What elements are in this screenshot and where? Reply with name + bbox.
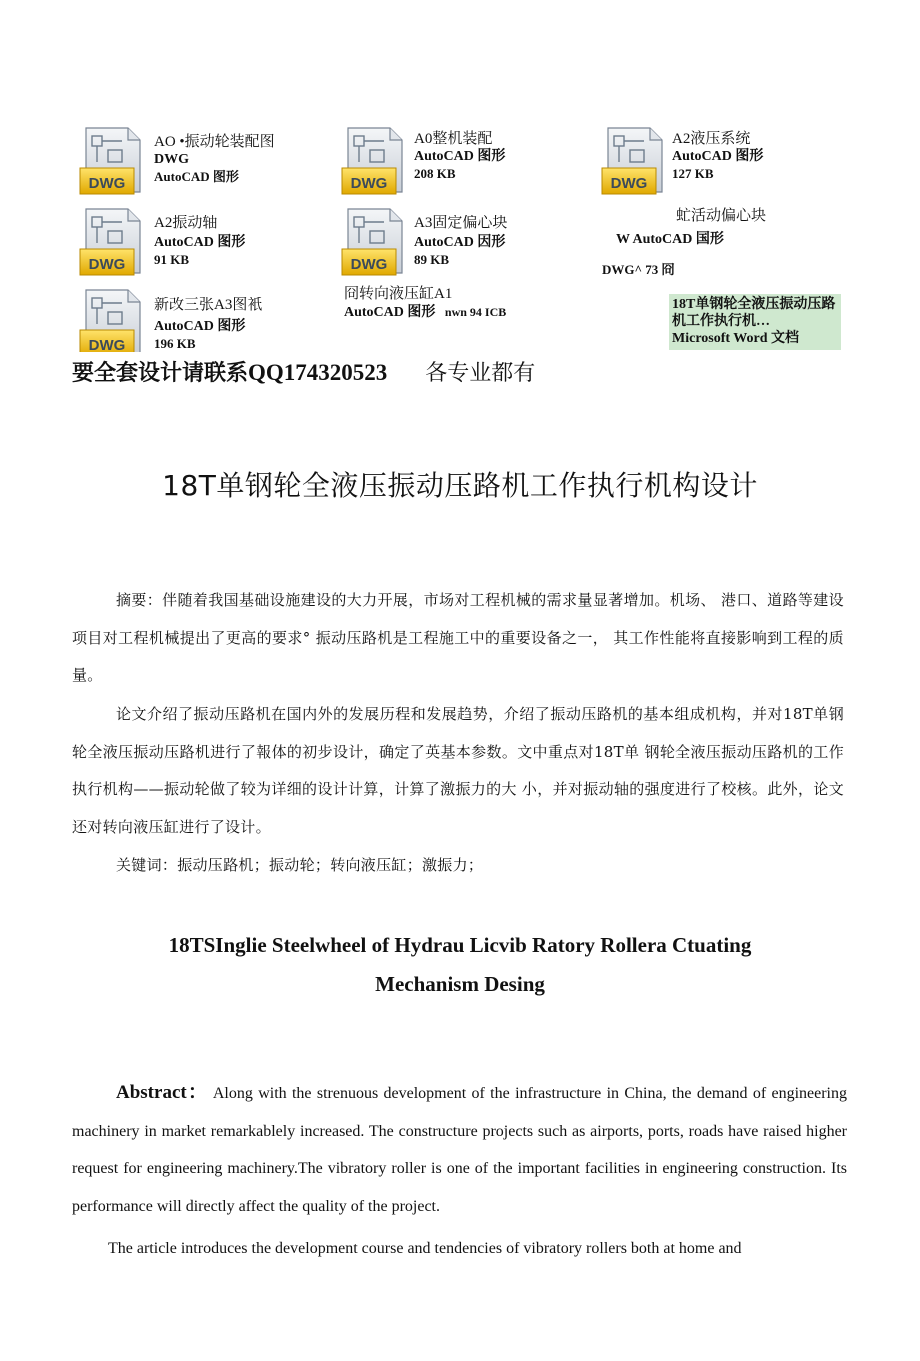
file-type: AutoCAD 图形	[154, 319, 246, 334]
svg-text:DWG: DWG	[88, 256, 126, 273]
file-item[interactable]	[602, 208, 802, 278]
contact-suffix: 各专业都有	[425, 361, 536, 386]
file-name: 18T单钢轮全液压振动压路机工作执行机…	[672, 297, 836, 329]
dwg-file-icon	[340, 207, 410, 277]
file-size: 127 KB	[672, 166, 714, 181]
file-item[interactable]	[340, 207, 507, 277]
file-size: 196 KB	[154, 336, 196, 351]
word-file-item[interactable]	[669, 294, 841, 350]
file-size: AutoCAD 图形	[154, 169, 239, 184]
file-type: AutoCAD 图形	[414, 149, 506, 164]
english-title: 18TSInglie Steelwheel of Hydrau Licvib Ratory Rollera Ctuating Mechanism Desing	[168, 933, 752, 996]
abstract-cn: 摘要：伴随着我国基础设施建设的大力开展，市场对工程机械的需求量显著增加。机场、 港口、道路等建设项目对工程机械提出了更高的要求° 振动压路机是工程施工中的重要设备之一， 其工作性能将直接影响到工程的质量。	[72, 591, 844, 684]
dwg-file-icon	[78, 288, 148, 352]
file-size: 208 KB	[414, 166, 456, 181]
dwg-file-icon	[340, 126, 410, 196]
file-type: AutoCAD 图形	[344, 305, 436, 320]
intro-cn: 论文介绍了振动压路机在国内外的发展历程和发展趋势，介绍了振动压路机的基本组成机构，并对18T单钢轮全液压振动压路机进行了報体的初步设计，确定了英基本参数。文中重点对18T单 钢轮全液压振动压路机的工作执行机构——振动轮做了较为详细的设计计算，计算了激振力的大 小，并对振动轴的强度进行了校核。此外，论文还对转向液压缸进行了设计。	[72, 705, 844, 836]
page-title: 18T单钢轮全液压振动压路机工作执行机构设计	[162, 469, 758, 502]
file-name: A3固定偏心块	[414, 215, 508, 231]
file-type: DWG	[154, 152, 189, 167]
file-type: Microsoft Word 文档	[672, 331, 800, 346]
file-type: AutoCAD 因形	[414, 235, 506, 250]
file-item[interactable]	[78, 288, 262, 352]
file-size: 91 KB	[154, 252, 190, 267]
file-item[interactable]	[340, 126, 505, 196]
file-name: AO •振动轮装配图	[154, 134, 275, 150]
file-item[interactable]	[344, 286, 506, 321]
file-size: DWG^ 73 冏	[602, 262, 675, 277]
file-size: nwn 94 ICB	[444, 305, 507, 319]
file-name: 虻活动偏心块	[676, 208, 767, 224]
file-name: A2液压系统	[672, 131, 751, 147]
file-name: A0整机装配	[414, 131, 493, 147]
file-type: W AutoCAD 国形	[616, 232, 724, 247]
svg-text:DWG: DWG	[610, 175, 648, 192]
svg-text:DWG: DWG	[350, 256, 388, 273]
file-type: AutoCAD 图形	[672, 149, 764, 164]
file-name: 冏转向液压缸A1	[344, 286, 453, 302]
contact-line	[72, 356, 535, 387]
file-size: 89 KB	[414, 252, 450, 267]
abstract-en: Abstract： Along with the strenuous development of the infrastructure in China, the demand of engineering machinery in market remarkablely increased. The constructure projects such as airports, ports, roads have raised higher request for engineering machinery.The vibratory roller is one of the important facilities in engineering construction. Its performance will directly affect the quality of the project.	[72, 1082, 848, 1215]
intro-en: The article introduces the development course and tendencies of vibratory rollers both at home and	[108, 1240, 742, 1257]
dwg-file-icon	[78, 126, 148, 196]
svg-text:DWG: DWG	[88, 175, 126, 192]
file-item[interactable]	[78, 207, 245, 277]
dwg-file-icon	[600, 126, 670, 196]
contact-prefix: 要全套设计请联系	[72, 361, 249, 386]
abstract-label: Abstract：	[116, 1082, 209, 1103]
file-type: AutoCAD 图形	[154, 235, 246, 250]
keywords-cn: 关键词：振动压路机；振动轮；转向液压缸；激振力；	[116, 856, 484, 874]
svg-text:DWG: DWG	[88, 337, 126, 352]
file-item[interactable]	[78, 126, 275, 196]
file-item[interactable]	[600, 126, 763, 196]
svg-text:DWG: DWG	[350, 175, 388, 192]
dwg-file-icon	[78, 207, 148, 277]
contact-qq: QQ174320523	[248, 360, 388, 385]
file-name: 新改三张A3图衹	[154, 297, 263, 313]
file-name: A2振动轴	[154, 215, 218, 231]
